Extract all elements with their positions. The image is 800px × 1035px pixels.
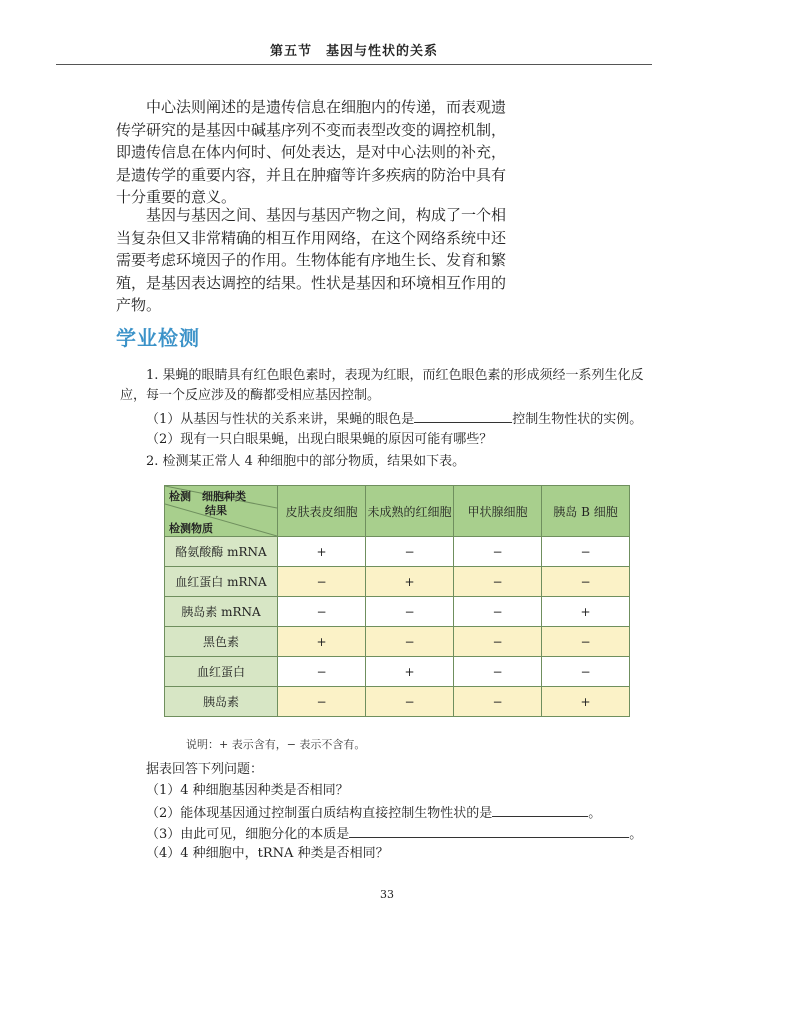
paragraph-2	[116, 204, 507, 317]
q2-sub2-text: （2）能体现基因通过控制蛋白质结构直接控制生物性状的是	[146, 806, 493, 821]
table-cell: −	[278, 597, 366, 627]
paragraph-line: 中心法则阐述的是遗传信息在细胞内的传递，而表观遗	[146, 98, 507, 116]
table-corner-header	[165, 486, 278, 537]
table-note: 说明：+ 表示含有，− 表示不含有。	[186, 738, 366, 751]
paragraph-line: 即遗传信息在体内何时、何处表达，是对中心法则的补充，	[116, 143, 507, 161]
q2-intro: 2. 检测某正常人 4 种细胞中的部分物质，结果如下表。	[146, 454, 466, 469]
header-rule	[56, 64, 652, 65]
row-label: 血红蛋白	[165, 657, 278, 687]
q1-sub1-text: （1）从基因与性状的关系来讲，果蝇的眼色是	[146, 412, 415, 427]
corner-label-mid: 结果	[205, 504, 227, 517]
answer-blank[interactable]	[414, 408, 512, 423]
table-cell: +	[366, 567, 454, 597]
paragraph-line: 是遗传学的重要内容，并且在肿瘤等许多疾病的防治中具有	[116, 165, 507, 184]
corner-label-bottom: 检测物质	[169, 522, 213, 535]
table-cell: −	[366, 627, 454, 657]
table-cell: −	[366, 537, 454, 567]
table-row	[165, 657, 630, 687]
column-header: 未成熟的红细胞	[366, 486, 454, 537]
paragraph-line: 需要考虑环境因子的作用。生物体能有序地生长、发育和繁	[116, 251, 507, 269]
q1-line2: 应，每一个反应涉及的酶都受相应基因控制。	[120, 388, 381, 403]
q2-sub3	[146, 823, 642, 845]
table-cell: +	[366, 657, 454, 687]
table-cell: −	[542, 657, 630, 687]
q2-sub1: （1）4 种细胞基因种类是否相同？	[146, 783, 349, 798]
page-number: 33	[380, 888, 394, 901]
table-cell: +	[278, 537, 366, 567]
corner-label-top: 检测 细胞种类	[169, 490, 246, 503]
paragraph-1	[116, 96, 507, 209]
q2-sub4: （4）4 种细胞中，tRNA 种类是否相同？	[146, 846, 389, 861]
paragraph-line: 产物。	[116, 296, 162, 314]
paragraph-line: 当复杂但又非常精确的相互作用网络，在这个网络系统中还	[116, 228, 507, 247]
table-cell: −	[454, 537, 542, 567]
q2-sub2	[146, 802, 601, 824]
section-title: 学业检测	[116, 326, 200, 350]
table-cell: −	[542, 627, 630, 657]
table-cell: −	[542, 567, 630, 597]
paragraph-line: 基因与基因之间、基因与基因产物之间，构成了一个相	[146, 206, 507, 224]
q1-sub1	[146, 408, 642, 430]
answer-blank[interactable]	[492, 802, 588, 817]
table-row	[165, 567, 630, 597]
table-cell: −	[366, 597, 454, 627]
paragraph-line: 传学研究的是基因中碱基序列不变而表型改变的调控机制，	[116, 120, 507, 139]
column-header: 胰岛 B 细胞	[542, 486, 630, 537]
q2-sub3-end: 。	[629, 827, 643, 842]
table-cell: −	[278, 687, 366, 717]
row-label: 胰岛素	[165, 687, 278, 717]
detection-table	[164, 485, 630, 717]
table-cell: −	[278, 657, 366, 687]
q2-prompt: 据表回答下列问题：	[146, 762, 264, 777]
table-row	[165, 627, 630, 657]
table-row	[165, 687, 630, 717]
column-header: 皮肤表皮细胞	[278, 486, 366, 537]
q1-sub1-text-end: 控制生物性状的实例。	[512, 412, 643, 427]
q1-line1: 1. 果蝇的眼睛具有红色眼色素时，表现为红眼，而红色眼色素的形成须经一系列生化反	[146, 368, 644, 383]
table-cell: −	[454, 687, 542, 717]
q2-sub2-end: 。	[588, 806, 602, 821]
table-row	[165, 537, 630, 567]
table-cell: −	[454, 597, 542, 627]
table-cell: −	[454, 627, 542, 657]
table-cell: −	[454, 657, 542, 687]
table-cell: −	[278, 567, 366, 597]
table-cell: −	[454, 567, 542, 597]
paragraph-line: 殖，是基因表达调控的结果。性状是基因和环境相互作用的	[116, 273, 507, 292]
row-label: 血红蛋白 mRNA	[165, 567, 278, 597]
q2-sub3-text: （3）由此可见，细胞分化的本质是	[146, 827, 350, 842]
chapter-header: 第五节 基因与性状的关系	[269, 44, 438, 59]
row-label: 胰岛素 mRNA	[165, 597, 278, 627]
column-header: 甲状腺细胞	[454, 486, 542, 537]
table-cell: +	[542, 687, 630, 717]
table-cell: −	[542, 537, 630, 567]
paragraph-line: 十分重要的意义。	[116, 188, 237, 206]
table-cell: +	[542, 597, 630, 627]
answer-blank[interactable]	[349, 823, 629, 838]
table-cell: +	[278, 627, 366, 657]
q1-sub2: （2）现有一只白眼果蝇，出现白眼果蝇的原因可能有哪些？	[146, 432, 493, 447]
row-label: 黑色素	[165, 627, 278, 657]
table-row	[165, 597, 630, 627]
table-cell: −	[366, 687, 454, 717]
row-label: 酪氨酸酶 mRNA	[165, 537, 278, 567]
